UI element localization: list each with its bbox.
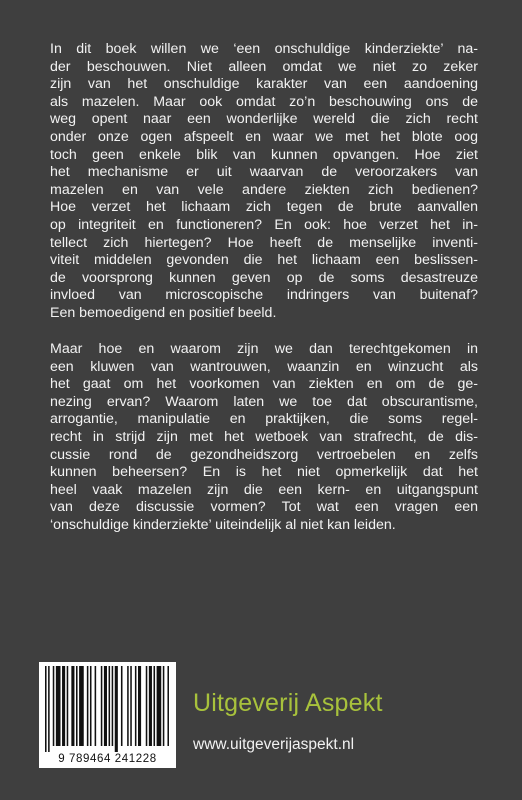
barcode-bar [76, 666, 78, 746]
barcode-bar [112, 666, 114, 746]
barcode-bar [101, 666, 103, 746]
blurb-line: zijn van het onschuldige karakter van een aandoening [50, 76, 478, 93]
blurb-line: invloed van microscopische indringers van buitenaf? [50, 287, 478, 304]
blurb-line: van deze discussie vormen? Tot wat een vragen een [50, 499, 478, 516]
blurb-line: In dit boek willen we ‘een onschuldige kinderziekte’ na- [50, 41, 478, 57]
barcode-bar [104, 666, 107, 746]
barcode-bar [115, 666, 118, 752]
blurb-line: cussie rond de gezondheidszorg vertroebelen en zelfs [50, 446, 478, 463]
blurb-line: nezing ervan? Waarom laten we toe dat obscurantisme, [50, 393, 478, 410]
barcode-bar [95, 666, 97, 746]
barcode-bar [121, 666, 123, 746]
barcode-bar [56, 666, 61, 746]
barcode-bar [109, 666, 111, 746]
barcode-bar [127, 666, 129, 746]
blurb-paragraph-1 [50, 41, 478, 323]
publisher-website[interactable]: www.uitgeverijaspekt.nl [193, 736, 355, 753]
barcode-bar [149, 666, 152, 746]
blurb-line: tellect zich hiertegen? Hoe heeft de menselijke inventi- [50, 234, 478, 251]
blurb-line: Maar hoe en waarom zijn we dan terechtgekomen in [50, 341, 478, 357]
barcode-bar [130, 666, 132, 746]
blurb-line: arrogantie, manipulatie en praktijken, die soms regel- [50, 411, 478, 428]
blurb-line: ‘onschuldige kinderziekte’ uiteindelijk al niet kan leiden. [50, 516, 396, 533]
blurb-line: het mechanisme er uit waarvan de veroorzakers van [50, 164, 478, 181]
blurb-line: Hoe verzet het lichaam zich tegen de brute aanvallen [50, 199, 478, 216]
blurb-line: kunnen beheersen? En is het niet opmerkelijk dat het [50, 464, 478, 481]
barcode-bar [146, 666, 148, 746]
blurb-line: onder onze ogen afspeelt en waar we met het blote oog [50, 128, 478, 145]
barcode-bar [90, 666, 92, 746]
isbn-barcode [39, 662, 176, 768]
blurb-line: toch geen enkele blik van kunnen opvangen. Hoe ziet [50, 146, 478, 163]
blurb-line: als mazelen. Maar ook omdat zo’n beschouwing ons de [50, 93, 478, 110]
barcode-bar [45, 666, 47, 752]
blurb-line: de voorsprong kunnen geven op de soms desastreuze [50, 269, 478, 286]
blurb-line: het gaat om het voorkomen van ziekten en om de ge- [50, 376, 478, 393]
blurb-line: viteit middelen gevonden die het lichaam een beslissen- [50, 252, 478, 269]
barcode-bar [67, 666, 69, 746]
blurb-line: mazelen en van vele andere ziekten zich bedienen? [50, 181, 478, 198]
blurb-line: heel vaak mazelen zijn die een kern- en uitgangspunt [50, 481, 478, 498]
barcode-bar [62, 666, 65, 746]
barcode-bar [167, 666, 169, 746]
barcode-bar [53, 666, 55, 746]
blurb-line: weg opent naar een wonderlijke wereld die zich recht [50, 111, 478, 128]
barcode-bar [163, 666, 165, 746]
blurb-line: op integriteit en functioneren? En ook: hoe verzet het in- [50, 216, 478, 233]
isbn-digits: 9 789464 241228 [58, 753, 157, 765]
barcode-bar [48, 666, 50, 752]
barcode-bar [79, 666, 84, 746]
blurb-line: recht in strijd zijn met het wetboek van strafrecht, de dis- [50, 428, 478, 445]
blurb-line: der beschouwen. Niet alleen omdat we niet zo zeker [50, 58, 478, 75]
barcode-bar [71, 666, 74, 746]
barcode-bar [138, 666, 141, 746]
barcode-bar [154, 666, 156, 746]
barcode-bar [157, 666, 162, 746]
blurb-line: Een bemoedigend en positief beeld. [50, 304, 277, 321]
barcode-bars [39, 662, 176, 754]
blurb-line: een kluwen van wantrouwen, waanzin en winzucht als [50, 358, 478, 375]
barcode-bar [135, 666, 137, 746]
blurb-paragraph-2 [50, 341, 478, 535]
barcode-bar [87, 666, 89, 746]
publisher-name: Uitgeverij Aspekt [193, 689, 383, 717]
